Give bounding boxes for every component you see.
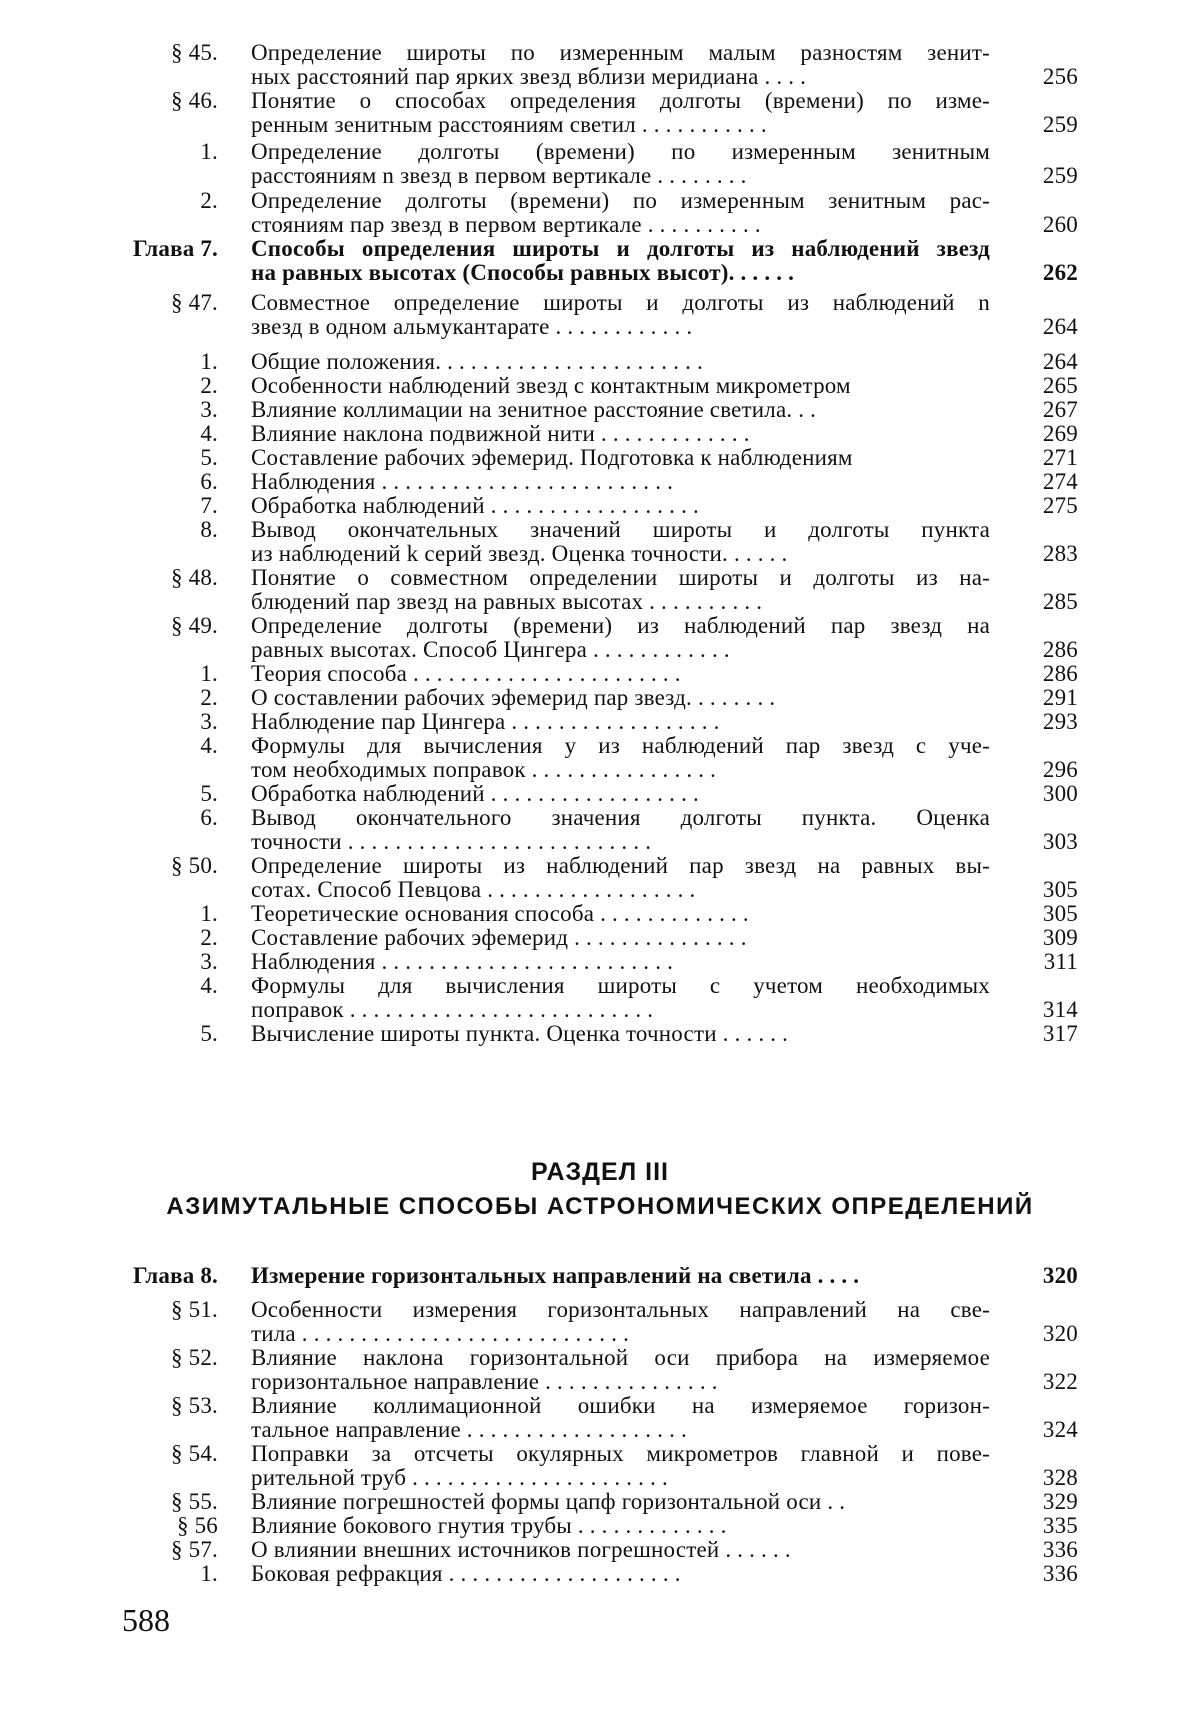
toc-entry-title: Способы определения широты и долготы из наблюдений звезд (251, 236, 990, 261)
toc-entry-title: Боковая рефракция . . . . . . . . . . . . . . . . . . . . (251, 1561, 681, 1586)
toc-entry-title: Вывод окончательного значения долготы пункта. Оценка (251, 805, 990, 830)
toc-page-ref: 256 (1042, 64, 1078, 89)
toc-page-ref: 320 (1042, 1263, 1078, 1288)
subsection-number: 2. (200, 373, 218, 398)
toc-entry-title: Совместное определение широты и долготы из наблюдений n (251, 290, 990, 315)
toc-entry-title: Влияние бокового гнутия трубы . . . . . . . . . . . . . (251, 1513, 727, 1538)
toc-page-ref: 285 (1042, 589, 1078, 614)
paragraph-label: § 55. (171, 1489, 218, 1514)
toc-entry-title: Вычисление широты пункта. Оценка точности . . . . . . (251, 1021, 789, 1046)
toc-entry-title: Особенности наблюдений звезд с контактным микрометром (251, 373, 851, 398)
toc-page-ref: 300 (1042, 781, 1078, 806)
toc-entry-title: Понятие о способах определения долготы (времени) по изме- (251, 88, 990, 113)
toc-page-ref: 264 (1042, 349, 1078, 374)
subsection-number: 2. (200, 925, 218, 950)
toc-entry-title: из наблюдений k серий звезд. Оценка точности. . . . . . (251, 541, 788, 566)
page-number: 588 (122, 1602, 170, 1638)
toc-entry-title: Влияние наклона горизонтальной оси прибора на измеряемое (251, 1345, 990, 1370)
subsection-number: 3. (200, 709, 218, 734)
paragraph-label: § 48. (171, 565, 218, 590)
toc-page-ref: 283 (1042, 541, 1078, 566)
subsection-number: 1. (200, 139, 218, 164)
toc-entry-title: том необходимых поправок . . . . . . . . . . . . . . . . (251, 757, 717, 782)
toc-page-ref: 274 (1042, 469, 1078, 494)
toc-entry-title: поправок . . . . . . . . . . . . . . . . . . . . . . . . . . (251, 997, 654, 1022)
toc-page-ref: 275 (1042, 493, 1078, 518)
toc-entry-title: Вывод окончательных значений широты и долготы пункта (251, 517, 990, 542)
toc-entry-title: Влияние наклона подвижной нити . . . . . . . . . . . . . (251, 421, 750, 446)
subsection-number: 3. (200, 397, 218, 422)
toc-page-ref: 303 (1042, 829, 1078, 854)
toc-page-ref: 336 (1042, 1537, 1078, 1562)
toc-entry-title: О влиянии внешних источников погрешностей . . . . . . (251, 1537, 791, 1562)
toc-entry-title: Определение долготы (времени) по измеренным зенитным (251, 139, 990, 164)
toc-entry-title: Измерение горизонтальных направлений на светила . . . . (251, 1263, 860, 1288)
section-number: РАЗДЕЛ III (530, 1158, 669, 1186)
subsection-number: 1. (200, 901, 218, 926)
toc-entry-title: Определение долготы (времени) по измеренным зенитным рас- (251, 188, 990, 213)
subsection-number: 8. (200, 517, 218, 542)
toc-page-ref: 296 (1042, 757, 1078, 782)
toc-page-ref: 262 (1042, 260, 1078, 285)
toc-entry-title: Теория способа . . . . . . . . . . . . . . . . . . . . . . . (251, 661, 681, 686)
toc-entry-title: Обработка наблюдений . . . . . . . . . . . . . . . . . . (251, 781, 699, 806)
toc-page-ref: 293 (1042, 709, 1078, 734)
toc-page-ref: 322 (1042, 1369, 1078, 1394)
toc-entry-title: горизонтальное направление . . . . . . . . . . . . . . . (251, 1369, 718, 1394)
toc-entry-title: ных расстояний пар ярких звезд вблизи меридиана . . . . (251, 64, 807, 89)
subsection-number: 3. (200, 949, 218, 974)
subsection-number: 1. (200, 661, 218, 686)
toc-page-ref: 286 (1042, 637, 1078, 662)
subsection-number: 2. (200, 685, 218, 710)
toc-entry-title: Общие положения. . . . . . . . . . . . . . . . . . . . . . . (251, 349, 703, 374)
subsection-number: 5. (200, 781, 218, 806)
toc-page-ref: 311 (1043, 949, 1078, 974)
toc-page-ref: 264 (1042, 314, 1078, 339)
toc-entry-title: Формулы для вычисления широты с учетом необходимых (251, 973, 990, 998)
toc-page-ref: 291 (1042, 685, 1078, 710)
toc-page-ref: 269 (1042, 421, 1078, 446)
toc-page-ref: 320 (1042, 1321, 1078, 1346)
toc-entry-title: ренным зенитным расстояниям светил . . . . . . . . . . . (251, 112, 767, 137)
toc-page-ref: 267 (1042, 397, 1078, 422)
toc-page-ref: 286 (1042, 661, 1078, 686)
toc-entry-title: Особенности измерения горизонтальных направлений на све- (251, 1297, 990, 1322)
toc-page-ref: 259 (1042, 163, 1078, 188)
toc-entry-title: звезд в одном альмукантарате . . . . . . . . . . . . (251, 314, 693, 339)
toc-entry-title: на равных высотах (Способы равных высот). . . . . . (251, 260, 795, 285)
paragraph-label: § 54. (171, 1441, 218, 1466)
toc-entry-title: Наблюдение пар Цингера . . . . . . . . . . . . . . . . . . (251, 709, 720, 734)
toc-entry-title: Влияние погрешностей формы цапф горизонтальной оси . . (251, 1489, 846, 1514)
toc-page-ref: 305 (1042, 877, 1078, 902)
subsection-number: 5. (200, 445, 218, 470)
toc-page-ref: 324 (1042, 1417, 1078, 1442)
toc-entry-title: сотах. Способ Певцова . . . . . . . . . . . . . . . . . . (251, 877, 696, 902)
subsection-number: 4. (200, 973, 218, 998)
section-title: АЗИМУТАЛЬНЫЕ СПОСОБЫ АСТРОНОМИЧЕСКИХ ОПРЕДЕЛЕНИЙ (166, 1193, 1034, 1220)
toc-entry-title: равных высотах. Способ Цингера . . . . . . . . . . . . (251, 637, 730, 662)
toc-entry-title: Понятие о совместном определении широты и долготы из на- (251, 565, 990, 590)
paragraph-label: § 52. (171, 1345, 218, 1370)
toc-entry-title: Составление рабочих эфемерид. Подготовка к наблюдениям (251, 445, 853, 470)
toc-entry-title: расстояниям n звезд в первом вертикале . . . . . . . . (251, 163, 747, 188)
paragraph-label: § 47. (171, 290, 218, 315)
toc-entry-title: Теоретические основания способа . . . . . . . . . . . . . (251, 901, 749, 926)
toc-entry-title: Определение широты из наблюдений пар звезд на равных вы- (251, 853, 990, 878)
toc-page-ref: 336 (1042, 1561, 1078, 1586)
subsection-number: 6. (200, 805, 218, 830)
toc-entry-title: Наблюдения . . . . . . . . . . . . . . . . . . . . . . . . . (251, 469, 674, 494)
toc-entry-title: Формулы для вычисления y из наблюдений пар звезд с уче- (251, 733, 990, 758)
toc-page-ref: 328 (1042, 1465, 1078, 1490)
subsection-number: 1. (200, 1561, 218, 1586)
toc-entry-title: Наблюдения . . . . . . . . . . . . . . . . . . . . . . . . . (251, 949, 674, 974)
toc-entry-title: Поправки за отсчеты окулярных микрометров главной и пове- (251, 1441, 990, 1466)
subsection-number: 4. (200, 421, 218, 446)
toc-entry-title: Влияние коллимации на зенитное расстояние светила. . . (251, 397, 817, 422)
toc-entry-title: блюдений пар звезд на равных высотах . . . . . . . . . . (251, 589, 763, 614)
subsection-number: 6. (200, 469, 218, 494)
toc-entry-title: Определение долготы (времени) из наблюдений пар звезд на (251, 613, 990, 638)
paragraph-label: § 45. (171, 40, 218, 65)
paragraph-label: § 53. (171, 1393, 218, 1418)
paragraph-label: § 51. (171, 1297, 218, 1322)
chapter-label: Глава 8. (133, 1263, 218, 1288)
chapter-label: Глава 7. (133, 236, 218, 261)
subsection-number: 1. (200, 349, 218, 374)
toc-page-ref: 317 (1042, 1021, 1078, 1046)
toc-page-ref: 335 (1042, 1513, 1078, 1538)
toc-entry-title: стояниям пар звезд в первом вертикале . . . . . . . . . . (251, 212, 761, 237)
subsection-number: 4. (200, 733, 218, 758)
toc-entry-title: тила . . . . . . . . . . . . . . . . . . . . . . . . . . . . (251, 1321, 630, 1346)
toc-entry-title: Обработка наблюдений . . . . . . . . . . . . . . . . . . (251, 493, 699, 518)
toc-entry-title: тальное направление . . . . . . . . . . . . . . . . . . . (251, 1417, 687, 1442)
toc-page-ref: 260 (1042, 212, 1078, 237)
paragraph-label: § 46. (171, 88, 218, 113)
subsection-number: 5. (200, 1021, 218, 1046)
toc-entry-title: Составление рабочих эфемерид . . . . . . . . . . . . . . . (251, 925, 747, 950)
toc-page-ref: 271 (1042, 445, 1078, 470)
toc-page-ref: 265 (1042, 373, 1078, 398)
toc-entry-title: точности . . . . . . . . . . . . . . . . . . . . . . . . . . (251, 829, 652, 854)
toc-entry-title: О составлении рабочих эфемерид пар звезд. . . . . . . . (251, 685, 776, 710)
paragraph-label: § 49. (171, 613, 218, 638)
toc-page-ref: 309 (1042, 925, 1078, 950)
toc-entry-title: рительной труб . . . . . . . . . . . . . . . . . . . . . . (251, 1465, 668, 1490)
paragraph-label: § 50. (171, 853, 218, 878)
toc-page-ref: 305 (1042, 901, 1078, 926)
toc-page-ref: 259 (1042, 112, 1078, 137)
paragraph-label: § 56 (176, 1513, 218, 1538)
toc-page-ref: 329 (1042, 1489, 1078, 1514)
toc-page-ref: 314 (1042, 997, 1078, 1022)
subsection-number: 7. (200, 493, 218, 518)
subsection-number: 2. (200, 188, 218, 213)
toc-entry-title: Определение широты по измеренным малым разностям зенит- (251, 40, 990, 65)
paragraph-label: § 57. (171, 1537, 218, 1562)
toc-entry-title: Влияние коллимационной ошибки на измеряемое горизон- (251, 1393, 990, 1418)
